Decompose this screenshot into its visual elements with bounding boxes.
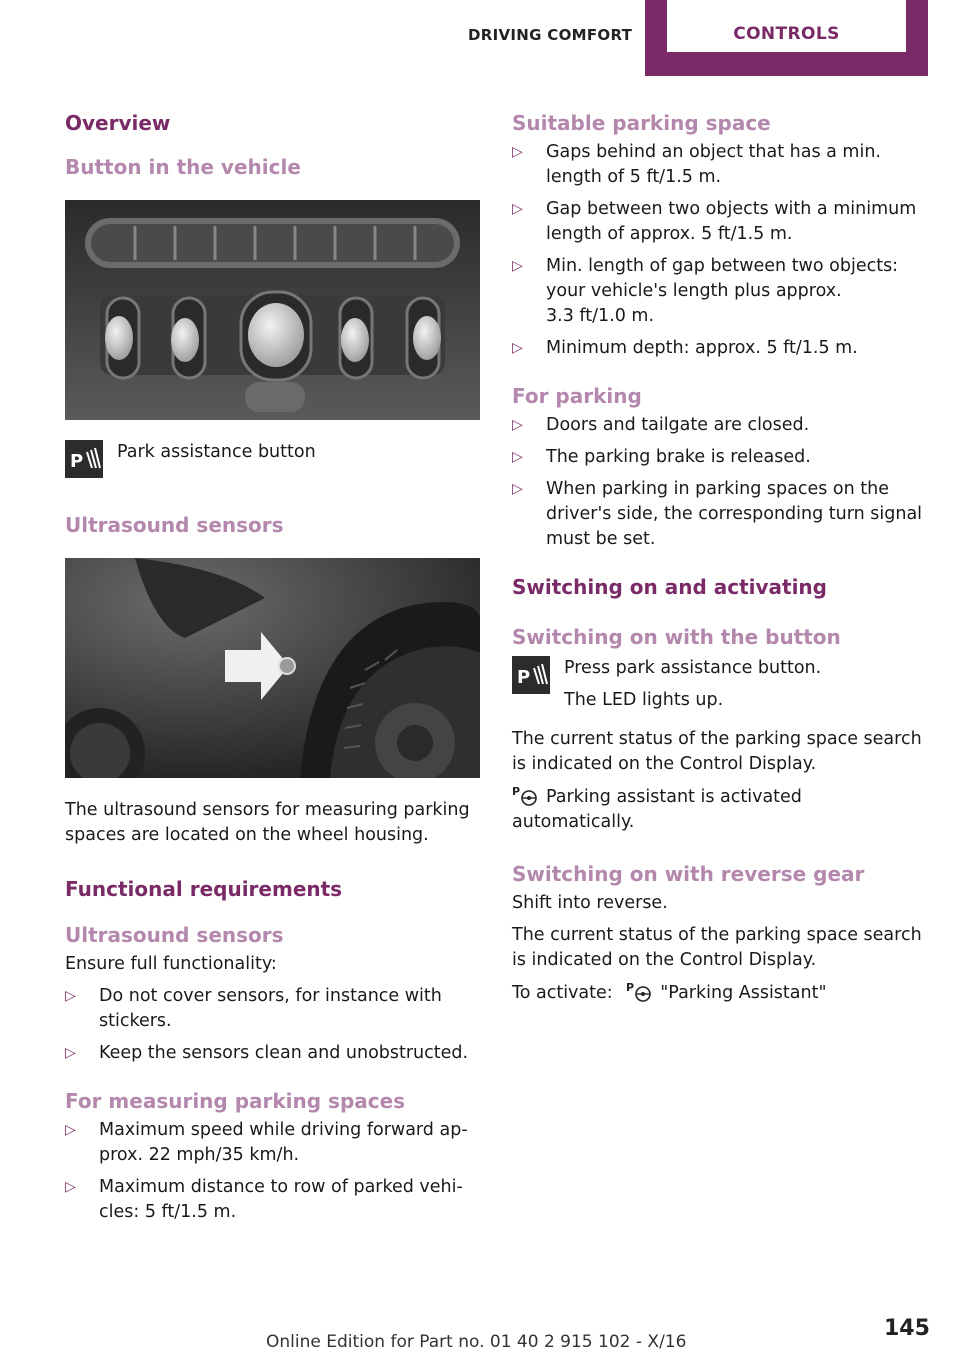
triangle-bullet-icon: ▷: [65, 1122, 76, 1138]
park-assist-caption: Park assistance button: [117, 442, 316, 462]
press-button-row: [512, 656, 928, 713]
shift-reverse-text: Shift into reverse.: [512, 893, 668, 913]
list-item: ▷ Min. length of gap between two objects: your vehicle's length plus approx. 3.3 ft/1.0 m.: [512, 256, 899, 326]
park-assistance-button-icon: [65, 440, 103, 478]
list-item: ▷ Minimum depth: approx. 5 ft/1.5 m.: [512, 336, 928, 361]
parking-steering-icon: [626, 980, 652, 1002]
status-text-2: The current status of the parking space search is indicated on the Control Display.: [512, 925, 922, 970]
measuring-parking-spaces-heading: For measuring parking spaces: [65, 1089, 406, 1113]
status-text: The current status of the parking space search is indicated on the Control Display.: [512, 729, 922, 774]
suitable-parking-space-heading: Suitable parking space: [512, 111, 771, 135]
list-item: ▷ The parking brake is released.: [512, 445, 928, 470]
triangle-bullet-icon: ▷: [512, 201, 523, 217]
list-item: ▷ Do not cover sensors, for instance with stickers.: [65, 986, 442, 1031]
list-item: ▷ Maximum speed while driving forward ap- prox. 22 mph/35 km/h.: [65, 1120, 468, 1165]
triangle-bullet-icon: ▷: [512, 417, 523, 433]
activate-label: To activate:: [512, 983, 613, 1003]
page-number: 145: [884, 1316, 930, 1341]
list-item: ▷ Doors and tailgate are closed.: [512, 413, 928, 438]
header-tab: [645, 0, 928, 76]
svg-text:P: P: [517, 667, 531, 688]
button-in-vehicle-heading: Button in the vehicle: [65, 155, 301, 179]
list-item: ▷ Gap between two objects with a minimum length of approx. 5 ft/1.5 m.: [512, 199, 917, 244]
auto-activated-text: Parking assistant is activated automatically.: [512, 787, 802, 832]
activate-value: "Parking Assistant": [660, 983, 827, 1003]
for-parking-heading: For parking: [512, 384, 642, 408]
functional-requirements-heading: Functional requirements: [65, 877, 343, 901]
overview-heading: Overview: [65, 111, 171, 135]
triangle-bullet-icon: ▷: [512, 481, 523, 497]
parking-steering-icon: [512, 784, 538, 806]
list-item: ▷ When parking in parking spaces on the driver's side, the corresponding turn signal must be set.: [512, 479, 923, 549]
activate-row: [512, 980, 928, 1006]
dashboard-buttons-photo: [65, 200, 480, 420]
ultrasound-description: The ultrasound sensors for measuring parking spaces are located on the wheel housing.: [65, 800, 470, 845]
triangle-bullet-icon: ▷: [512, 258, 523, 274]
measuring-list: [65, 1118, 481, 1225]
triangle-bullet-icon: ▷: [512, 449, 523, 465]
left-column: [65, 108, 481, 1245]
ultrasound-sensors-sub-heading: Ultrasound sensors: [65, 923, 284, 947]
list-item: ▷ Keep the sensors clean and unobstructed.: [65, 1041, 481, 1066]
list-item: ▷ Maximum distance to row of parked vehi- cles: 5 ft/1.5 m.: [65, 1177, 463, 1222]
triangle-bullet-icon: ▷: [65, 1179, 76, 1195]
led-lights-text: The LED lights up.: [564, 690, 724, 710]
triangle-bullet-icon: ▷: [512, 144, 523, 160]
ensure-list: [65, 984, 481, 1066]
header-section-title: DRIVING COMFORT: [468, 26, 633, 44]
press-button-text: Press park assistance button.: [564, 658, 822, 678]
list-item: ▷ Gaps behind an object that has a min. length of 5 ft/1.5 m.: [512, 142, 881, 187]
triangle-bullet-icon: ▷: [65, 1045, 76, 1061]
switching-button-heading: Switching on with the button: [512, 625, 841, 649]
park-assist-button-caption-row: [65, 440, 481, 488]
footer-edition: Online Edition for Part no. 01 40 2 915 102 - X/16: [266, 1332, 687, 1352]
svg-text:P: P: [626, 981, 635, 994]
reverse-gear-heading: Switching on with reverse gear: [512, 862, 865, 886]
right-column: [512, 108, 928, 1013]
triangle-bullet-icon: ▷: [512, 340, 523, 356]
for-parking-list: [512, 413, 928, 552]
header-tab-label: CONTROLS: [733, 24, 840, 44]
triangle-bullet-icon: ▷: [65, 988, 76, 1004]
park-assistance-button-icon: [512, 656, 550, 694]
wheel-housing-sensor-photo: [65, 558, 480, 778]
auto-activated-row: [512, 784, 928, 835]
ultrasound-sensors-heading: Ultrasound sensors: [65, 513, 284, 537]
suitable-list: [512, 140, 928, 361]
switching-on-heading: Switching on and activating: [512, 575, 827, 599]
svg-text:P: P: [70, 451, 84, 472]
svg-text:P: P: [512, 785, 521, 798]
ensure-functionality-text: Ensure full functionality:: [65, 954, 277, 974]
